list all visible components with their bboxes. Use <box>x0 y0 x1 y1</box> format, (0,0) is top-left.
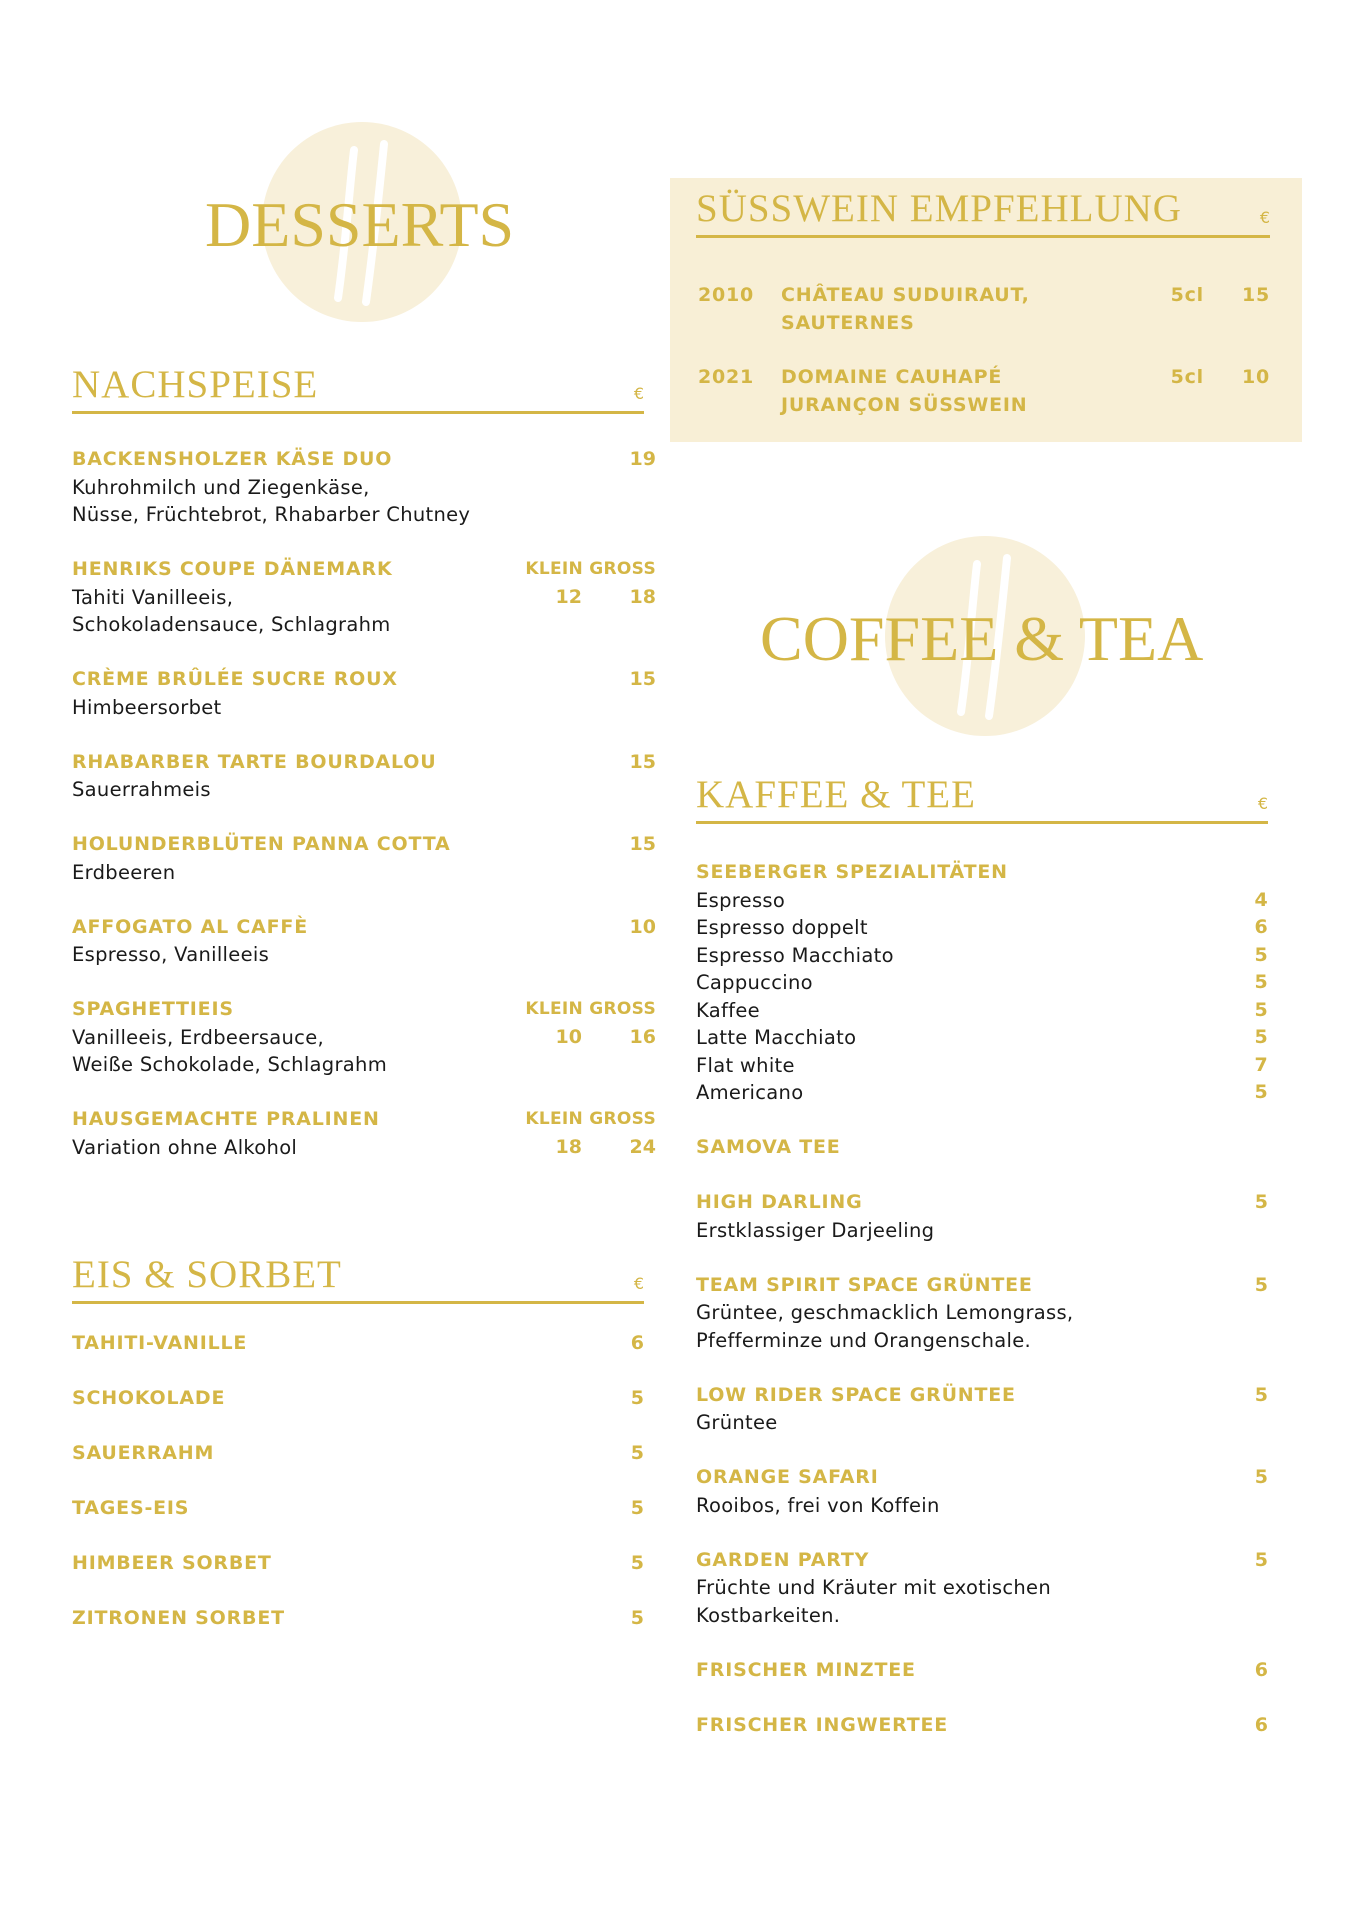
page-title-coffee-tea: COFFEE & TEA <box>760 603 1204 674</box>
samova-heading-row <box>696 1134 1268 1189</box>
kaffee-list <box>696 859 1268 1767</box>
seeberger-heading: SEEBERGER SPEZIALITÄTEN <box>696 861 1008 883</box>
size-prices <box>546 584 656 612</box>
coffee-name: Cappuccino <box>696 971 813 994</box>
item-price: 15 <box>629 750 656 773</box>
size-labels: KLEIN GROSS <box>525 999 656 1019</box>
coffee-name: Flat white <box>696 1053 795 1077</box>
currency-label: € <box>633 384 644 403</box>
item-price: 15 <box>629 668 656 690</box>
coffee-price: 5 <box>1254 1026 1268 1048</box>
item-desc: Nüsse, Früchtebrot, Rhabarber Chutney <box>72 503 471 526</box>
nachspeise-header <box>72 363 644 414</box>
price-small: 18 <box>555 1135 582 1158</box>
menu-item <box>72 666 656 749</box>
item-desc: Espresso, Vanilleeis <box>72 943 270 966</box>
item-desc: Weiße Schokolade, Schlagrahm <box>72 1053 388 1076</box>
item-price: 5 <box>1254 1548 1268 1571</box>
coffee-name: Latte Macchiato <box>696 1026 857 1049</box>
price-small: 12 <box>555 585 582 608</box>
item-desc: Vanilleeis, Erdbeersauce, <box>72 1025 325 1049</box>
menu-item <box>72 1385 644 1440</box>
wine-year: 2010 <box>698 284 755 306</box>
item-price: 10 <box>629 915 656 938</box>
price-large: 24 <box>629 1135 656 1158</box>
item-desc: Schokoladensauce, Schlagrahm <box>72 613 391 636</box>
coffee-price: 4 <box>1254 888 1268 911</box>
item-name: HIMBEER SORBET <box>72 1552 272 1574</box>
eis-header <box>72 1253 644 1304</box>
coffee-price: 7 <box>1254 1053 1268 1076</box>
wine-section-header <box>696 187 1270 238</box>
item-desc: Erdbeeren <box>72 860 176 884</box>
price-large: 16 <box>629 1025 656 1048</box>
item-desc: Variation ohne Alkohol <box>72 1135 298 1159</box>
samova-heading: SAMOVA TEE <box>696 1136 841 1158</box>
kaffee-section <box>696 773 1268 824</box>
coffee-item <box>696 969 1268 997</box>
nachspeise-section <box>72 363 644 414</box>
coffee-item <box>696 1052 1268 1080</box>
item-price: 5 <box>630 1607 644 1629</box>
currency-label: € <box>633 1274 644 1293</box>
item-desc: Grüntee, geschmacklich Lemongrass, <box>696 1301 1074 1324</box>
coffee-name: Espresso <box>696 888 786 912</box>
wine-recommendation-box <box>670 178 1302 442</box>
menu-item <box>72 446 656 556</box>
item-price: 6 <box>1254 1658 1268 1681</box>
item-desc: Himbeersorbet <box>72 695 222 719</box>
nachspeise-list <box>72 446 656 1189</box>
menu-item <box>72 1605 644 1660</box>
menu-item <box>72 1550 644 1605</box>
item-name: HOLUNDERBLÜTEN PANNA COTTA <box>72 833 451 855</box>
item-desc: Rooibos, frei von Koffein <box>696 1493 940 1517</box>
size-labels: KLEIN GROSS <box>525 559 656 579</box>
wine-section-title: SÜSSWEIN EMPFEHLUNG <box>696 187 1182 230</box>
tea-item <box>696 1272 1268 1382</box>
coffee-item <box>696 942 1268 970</box>
menu-item <box>72 831 656 914</box>
wine-volume: 5cl <box>1170 366 1204 388</box>
coffee-price: 6 <box>1254 916 1268 938</box>
wine-name: DOMAINE CAUHAPÉ JURANÇON SÜSSWEIN <box>781 366 1028 416</box>
coffee-item <box>696 914 1268 942</box>
item-name: TAHITI-VANILLE <box>72 1332 248 1354</box>
item-desc: Kuhrohmilch und Ziegenkäse, <box>72 475 370 499</box>
item-price: 6 <box>630 1332 644 1354</box>
wine-price: 15 <box>1241 284 1270 306</box>
menu-item <box>72 914 656 997</box>
eis-title: EIS & SORBET <box>72 1253 342 1296</box>
item-name: SAUERRAHM <box>72 1442 215 1464</box>
item-name: TAGES-EIS <box>72 1497 190 1519</box>
price-small: 10 <box>555 1025 582 1048</box>
menu-item <box>72 556 656 666</box>
kaffee-header <box>696 773 1268 824</box>
tea-item <box>696 1547 1268 1657</box>
item-desc: Früchte und Kräuter mit exotischen <box>696 1576 1052 1599</box>
item-desc: Pfefferminze und Orangenschale. <box>696 1328 1032 1352</box>
item-name: GARDEN PARTY <box>696 1548 870 1571</box>
item-name: ORANGE SAFARI <box>696 1466 879 1488</box>
tea-item <box>696 1657 1268 1712</box>
item-price: 5 <box>1254 1383 1268 1406</box>
size-prices <box>546 1134 656 1162</box>
coffee-price: 5 <box>1254 971 1268 993</box>
item-name: RHABARBER TARTE BOURDALOU <box>72 750 437 773</box>
coffee-price: 5 <box>1254 943 1268 966</box>
item-desc: Grüntee <box>696 1411 778 1434</box>
item-name: AFFOGATO AL CAFFÈ <box>72 915 308 938</box>
currency-label: € <box>1259 208 1270 227</box>
nachspeise-title: NACHSPEISE <box>72 363 319 406</box>
item-desc: Sauerrahmeis <box>72 778 211 801</box>
menu-item <box>72 996 656 1106</box>
item-desc: Tahiti Vanilleeis, <box>72 585 234 609</box>
item-name: FRISCHER INGWERTEE <box>696 1713 949 1736</box>
menu-item <box>72 749 656 832</box>
eis-list <box>72 1330 644 1660</box>
coffee-item <box>696 997 1268 1025</box>
tea-item <box>696 1712 1268 1767</box>
menu-item <box>72 1440 644 1495</box>
item-desc: Erstklassiger Darjeeling <box>696 1218 935 1242</box>
item-desc: Kostbarkeiten. <box>696 1603 841 1627</box>
item-price: 5 <box>1254 1191 1268 1213</box>
item-name: BACKENSHOLZER KÄSE DUO <box>72 448 393 470</box>
coffee-name: Americano <box>696 1081 804 1104</box>
coffee-name: Espresso Macchiato <box>696 943 894 967</box>
item-name: CRÈME BRÛLÉE SUCRE ROUX <box>72 668 398 690</box>
coffee-name: Kaffee <box>696 998 760 1022</box>
menu-item <box>72 1106 656 1189</box>
coffee-item <box>696 1024 1268 1052</box>
item-price: 5 <box>630 1552 644 1574</box>
tea-item <box>696 1382 1268 1465</box>
item-name: TEAM SPIRIT SPACE GRÜNTEE <box>696 1273 1033 1296</box>
item-name: HENRIKS COUPE DÄNEMARK <box>72 558 393 580</box>
eis-section <box>72 1253 644 1304</box>
coffee-item <box>696 1079 1268 1107</box>
wine-price: 10 <box>1241 366 1270 388</box>
item-price: 5 <box>630 1497 644 1519</box>
item-price: 5 <box>630 1387 644 1409</box>
size-prices <box>546 1024 656 1052</box>
item-name: HAUSGEMACHTE PRALINEN <box>72 1108 380 1130</box>
coffee-name: Espresso doppelt <box>696 916 868 939</box>
item-name: ZITRONEN SORBET <box>72 1607 285 1629</box>
item-name: HIGH DARLING <box>696 1191 863 1213</box>
coffee-item <box>696 887 1268 915</box>
item-price: 19 <box>629 448 656 470</box>
menu-item <box>72 1330 644 1385</box>
size-labels: KLEIN GROSS <box>525 1109 656 1129</box>
coffee-price: 5 <box>1254 1081 1268 1103</box>
wine-name: CHÂTEAU SUDUIRAUT, SAUTERNES <box>781 284 1030 334</box>
menu-item <box>72 1495 644 1550</box>
wine-volume: 5cl <box>1170 284 1204 306</box>
item-name: LOW RIDER SPACE GRÜNTEE <box>696 1383 1016 1406</box>
price-large: 18 <box>629 585 656 608</box>
tea-item <box>696 1189 1268 1272</box>
item-price: 5 <box>630 1442 644 1464</box>
item-price: 6 <box>1254 1713 1268 1736</box>
tea-item <box>696 1464 1268 1547</box>
wine-year: 2021 <box>698 366 755 388</box>
item-name: SCHOKOLADE <box>72 1387 226 1409</box>
currency-label: € <box>1257 794 1268 813</box>
item-price: 5 <box>1254 1466 1268 1488</box>
item-price: 15 <box>629 833 656 855</box>
coffee-price: 5 <box>1254 998 1268 1021</box>
item-price: 5 <box>1254 1273 1268 1296</box>
kaffee-title: KAFFEE & TEE <box>696 773 976 816</box>
item-name: SPAGHETTIEIS <box>72 998 234 1020</box>
page-title-desserts: DESSERTS <box>205 189 515 260</box>
item-name: FRISCHER MINZTEE <box>696 1658 916 1681</box>
